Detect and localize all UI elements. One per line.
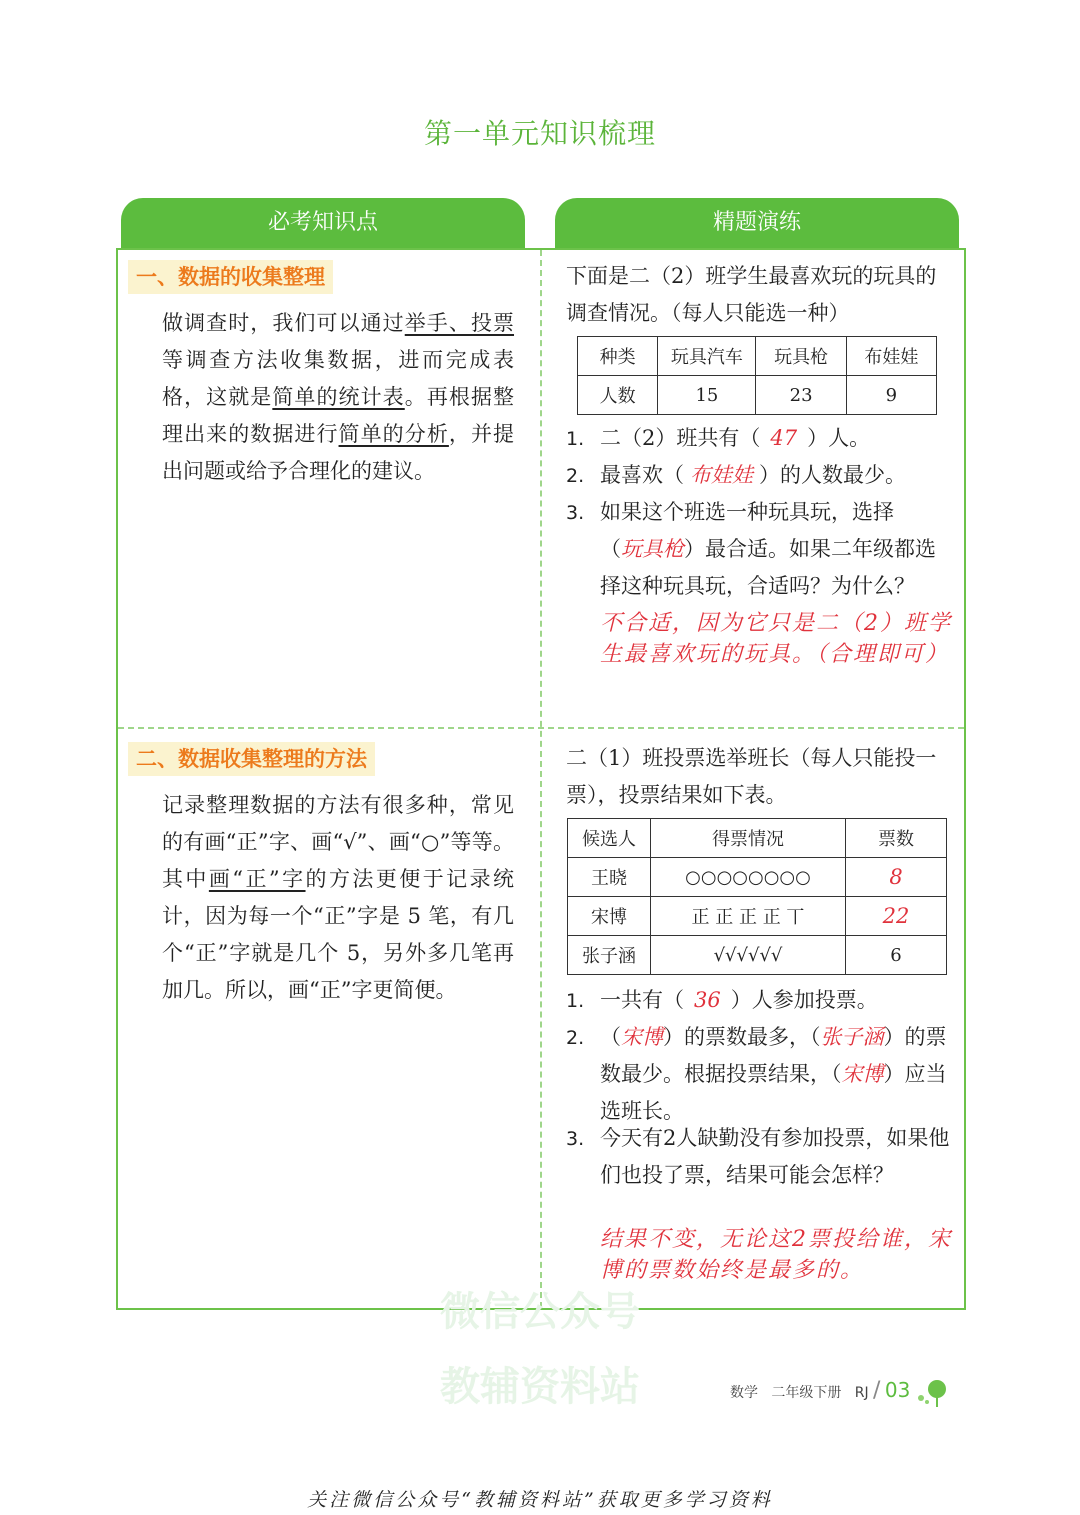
page-number: 03 — [884, 1378, 911, 1402]
table-cell: 种类 — [578, 337, 658, 376]
table-row — [568, 897, 947, 936]
exercise2-q2-num: 2. — [566, 1027, 585, 1049]
answer-q3: 玩具枪 — [621, 537, 684, 561]
exercise1-q1: 1. 二（2）班共有（ 47 ）人。 — [566, 426, 871, 450]
underline-tally-method: 画“正”字 — [208, 867, 306, 891]
table-row — [568, 819, 947, 858]
exercise2-intro: 二（1）班投票选举班长（每人只能投一票），投票结果如下表。 — [566, 746, 937, 807]
section2-text: 记录整理数据的方法有很多种，常见的有画“正”字、画“√”、画“○”等等。其中画“正”字的方法更便于记录统计，因为每一个“正”字是 5 笔，有几个“正”字就是几个 5，另外多几笔再加几。所以，画“正”字更简便。 — [162, 793, 515, 1002]
page-footer: 数学 二年级下册 RJ / 03 — [730, 1378, 949, 1408]
table-cell: 玩具汽车 — [658, 337, 756, 376]
table-cell: 得票情况 — [651, 819, 846, 858]
section1-title: 一、数据的收集整理 — [128, 260, 333, 294]
watermark-line1: 微信公众号 — [440, 1289, 640, 1335]
table-row — [578, 376, 937, 415]
answer-q1: 36 — [694, 988, 721, 1012]
vertical-divider — [540, 250, 542, 1308]
tab-key-knowledge: 必考知识点 — [121, 198, 525, 248]
answer-q2-most: 宋博 — [621, 1025, 663, 1049]
table-row — [568, 858, 947, 897]
exercise2-q2: （宋博）的票数最多，（张子涵）的票数最少。根据投票结果，（宋博）应当选班长。 — [600, 1025, 947, 1123]
watermark-line2: 教辅资料站 — [440, 1364, 640, 1410]
vote-table — [567, 818, 947, 975]
underline-simple-analysis: 简单的分析 — [338, 422, 449, 446]
table-cell: 王晓 — [568, 858, 651, 897]
section2-title: 二、数据收集整理的方法 — [128, 742, 375, 776]
table-cell: 布娃娃 — [846, 337, 936, 376]
table-row — [578, 337, 937, 376]
table-cell: 票数 — [846, 819, 947, 858]
table-cell: 9 — [846, 376, 936, 415]
table-cell: √√√√√√ — [651, 936, 846, 975]
exercise1-q3-cont: （玩具枪）最合适。如果二年级都选择这种玩具玩，合适吗？为什么？ — [600, 537, 936, 598]
exercise2-q3: 今天有2人缺勤没有参加投票，如果他们也投了票，结果可能会怎样？ — [600, 1126, 950, 1187]
tab-practice: 精题演练 — [555, 198, 959, 248]
exercise1-q2: 2. 最喜欢（ 布娃娃 ）的人数最少。 — [566, 463, 906, 487]
toy-survey-table — [577, 336, 937, 415]
exercise2-q3-answer: 结果不变，无论这2票投给谁，宋博的票数始终是最多的。 — [600, 1227, 952, 1283]
horizontal-divider — [118, 727, 964, 729]
table-cell: 正 正 正 正 丅 — [651, 897, 846, 936]
underline-collect-methods: 举手、投票 — [404, 311, 515, 335]
table-cell: 宋博 — [568, 897, 651, 936]
answer-q2-monitor: 宋博 — [841, 1062, 884, 1086]
table-cell: 15 — [658, 376, 756, 415]
answer-q2: 布娃娃 — [690, 463, 753, 487]
exercise2-q3-num: 3. — [566, 1128, 585, 1150]
exercise1-q3: 3. 如果这个班选一种玩具玩，选择 — [566, 500, 894, 524]
underline-simple-table: 简单的统计表 — [272, 385, 405, 409]
table-row — [568, 936, 947, 975]
table-cell: 张子涵 — [568, 936, 651, 975]
answer-q2-least: 张子涵 — [820, 1025, 884, 1049]
table-cell: 人数 — [578, 376, 658, 415]
section1-text: 做调查时，我们可以通过举手、投票等调查方法收集数据，进而完成表格，这就是简单的统计表。再根据整理出来的数据进行简单的分析，并提出问题或给予合理化的建议。 — [162, 311, 515, 483]
table-cell: 22 — [846, 897, 947, 936]
table-cell: 玩具枪 — [756, 337, 846, 376]
table-cell: 6 — [846, 936, 947, 975]
table-cell: 23 — [756, 376, 846, 415]
exercise1-q3-answer: 不合适，因为它只是二（2）班学生最喜欢玩的玩具。（合理即可） — [600, 611, 952, 667]
table-cell: ○○○○○○○○ — [651, 858, 846, 897]
table-cell: 候选人 — [568, 819, 651, 858]
page-title: 第一单元知识梳理 — [423, 117, 656, 150]
exercise1-intro: 下面是二（2）班学生最喜欢玩的玩具的调查情况。（每人只能选一种） — [566, 264, 937, 325]
answer-q1: 47 — [770, 426, 798, 450]
table-cell: 8 — [846, 858, 947, 897]
tree-icon — [915, 1378, 949, 1408]
bottom-note: 关注微信公众号“教辅资料站”获取更多学习资料 — [307, 1489, 773, 1511]
exercise2-q1: 1. 一共有（ 36 ）人参加投票。 — [566, 988, 878, 1012]
